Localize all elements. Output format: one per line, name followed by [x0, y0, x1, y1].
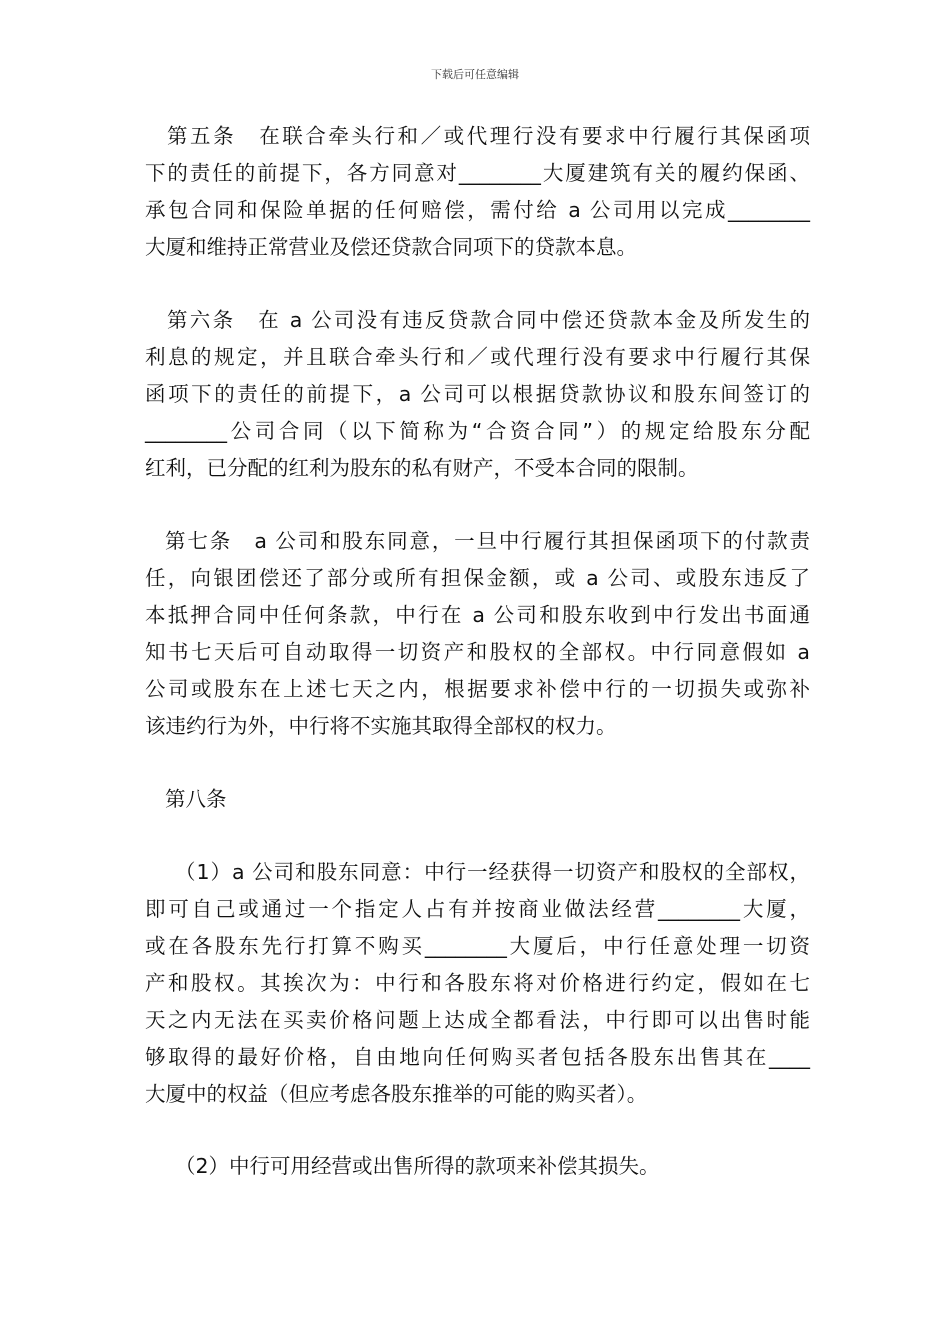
article-8-clause-2: [145, 1148, 810, 1185]
text-line: 第八条: [165, 787, 227, 811]
text-line: 利息的规定，并且联合牵头行和／或代理行没有要求中行履行其保: [145, 345, 810, 369]
text-line: 本抵押合同中任何条款，中行在 a 公司和股东收到中行发出书面通: [145, 603, 810, 627]
text-line: 该违约行为外，中行将不实施其取得全部权的权力。: [145, 714, 617, 738]
text-line: 第六条 在 a 公司没有违反贷款合同中偿还贷款本金及所发生的: [167, 308, 810, 332]
text-line: （2）中行可用经营或出售所得的款项来补偿其损失。: [175, 1154, 660, 1178]
text-line: 第五条 在联合牵头行和／或代理行没有要求中行履行其保函项: [167, 124, 810, 148]
text-line: 下的责任的前提下，各方同意对________大厦建筑有关的履约保函、: [145, 161, 810, 185]
text-line: 天之内无法在买卖价格问题上达成全都看法，中行即可以出售时能: [145, 1008, 810, 1032]
text-line: 知书七天后可自动取得一切资产和股权的全部权。中行同意假如 a: [145, 640, 810, 664]
text-line: 任，向银团偿还了部分或所有担保金额，或 a 公司、或股东违反了: [145, 566, 810, 590]
article-8-heading: [145, 781, 810, 818]
text-line: 承包合同和保险单据的任何赔偿，需付给 a 公司用以完成________: [145, 198, 810, 222]
page-header: 下载后可任意编辑: [431, 68, 519, 81]
article-5-paragraph: [145, 118, 810, 266]
text-line: 产和股权。其挨次为：中行和各股东将对价格进行约定，假如在七: [145, 971, 810, 995]
text-line: 第七条 a 公司和股东同意，一旦中行履行其担保函项下的付款责: [165, 529, 810, 553]
text-line: 红利，已分配的红利为股东的私有财产，不受本合同的限制。: [145, 456, 699, 480]
text-line: （1）a 公司和股东同意：中行一经获得一切资产和股权的全部权，: [175, 860, 810, 884]
text-line: ________公司合同（以下简称为“合资合同”）的规定给股东分配: [145, 419, 810, 443]
text-line: 函项下的责任的前提下，a 公司可以根据贷款协议和股东间签订的: [145, 382, 810, 406]
article-8-clause-1: [145, 854, 810, 1113]
article-7-paragraph: [145, 523, 810, 745]
text-line: 大厦和维持正常营业及偿还贷款合同项下的贷款本息。: [145, 235, 637, 259]
article-6-paragraph: [145, 302, 810, 487]
text-line: 即可自己或通过一个指定人占有并按商业做法经营________大厦，: [145, 897, 810, 921]
text-line: 公司或股东在上述七天之内，根据要求补偿中行的一切损失或弥补: [145, 677, 810, 701]
document-body: [145, 118, 810, 1185]
text-line: 够取得的最好价格，自由地向任何购买者包括各股东出售其在____: [145, 1045, 810, 1069]
text-line: 或在各股东先行打算不购买________大厦后，中行任意处理一切资: [145, 934, 810, 958]
text-line: 大厦中的权益（但应考虑各股东推举的可能的购买者）。: [145, 1082, 648, 1106]
